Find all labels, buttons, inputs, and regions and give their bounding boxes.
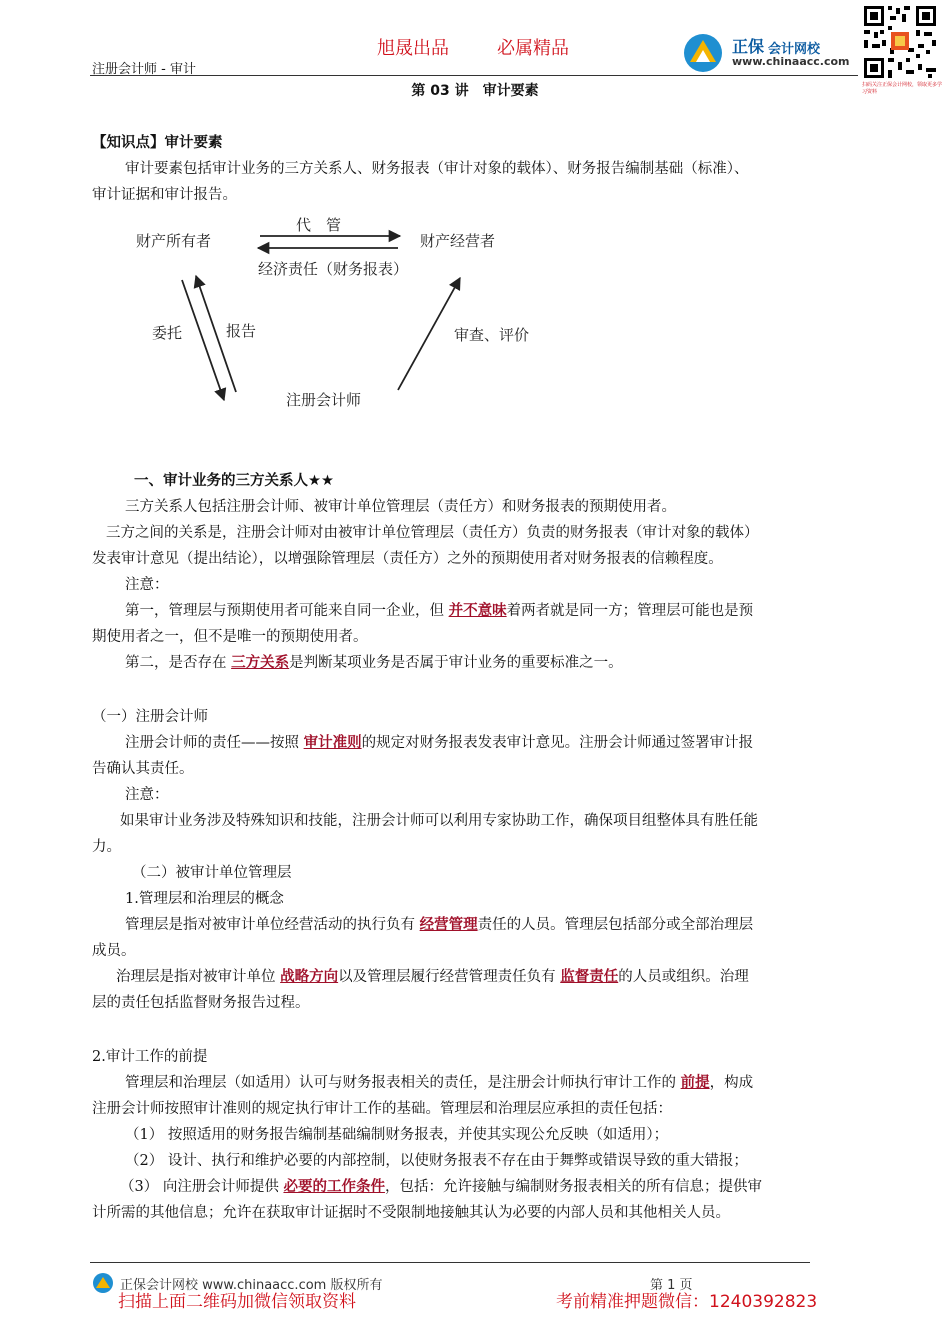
cpa-heading: （一）注册会计师	[92, 709, 208, 725]
keyword-premise: 前提	[680, 1075, 710, 1091]
mgmt-heading: （二）被审计单位管理层	[132, 865, 292, 881]
cpa-p1	[92, 730, 860, 756]
note1-text-tail: 着两者就是同一方；管理层可能也是预	[506, 603, 754, 619]
footer-page-number: 第 1 页	[650, 1278, 693, 1293]
section1-note1-line2: 期使用者之一，但不是唯一的预期使用者。	[92, 629, 368, 645]
mgmt-p2-tail: 的人员或组织。治理	[618, 969, 749, 985]
keyword-oversight-responsibility: 监督责任	[560, 969, 619, 985]
footer-divider	[90, 1262, 810, 1263]
premise-p1-line2: 注册会计师按照审计准则的规定执行审计工作的基础。管理层和治理层应承担的责任包括：	[92, 1101, 672, 1117]
diagram-arrows	[0, 0, 950, 460]
premise-item-1: （1） 按照适用的财务报告编制基础编制财务报表，并使其实现公允反映（如适用）；	[125, 1127, 669, 1143]
course-label: 注册会计师 - 审计	[92, 62, 196, 77]
premise-p1-text: 管理层和治理层（如适用）认可与财务报表相关的责任，是注册会计师执行审计工作的	[125, 1075, 681, 1091]
diagram-manager: 财产经营者	[420, 232, 496, 250]
cpa-p1-tail: 的规定对财务报表发表审计意见。注册会计师通过签署审计报	[361, 735, 754, 751]
diagram-entrust: 委托	[152, 324, 183, 342]
note2-text: 第二，是否存在	[125, 655, 232, 671]
mgmt-p1	[92, 912, 860, 938]
mgmt-p2	[92, 964, 860, 990]
footer-logo-icon	[92, 1272, 114, 1294]
header-slogan-1: 旭晟出品	[377, 38, 449, 59]
mgmt-sub1: 1.管理层和治理层的概念	[125, 891, 284, 907]
cpa-p1-line2: 告确认其责任。	[92, 761, 194, 777]
intro-line-2: 审计证据和审计报告。	[92, 187, 237, 203]
mgmt-p1-text: 管理层是指对被审计单位经营活动的执行负有	[125, 917, 420, 933]
cpa-p1-text: 注册会计师的责任——按照	[125, 735, 304, 751]
keyword-business-management: 经营管理	[419, 917, 478, 933]
premise-heading: 2.审计工作的前提	[92, 1049, 208, 1065]
cpa-p2-line1: 如果审计业务涉及特殊知识和技能，注册会计师可以利用专家协助工作，确保项目组整体具有胜任能	[120, 813, 758, 829]
section1-p2-line1: 三方之间的关系是，注册会计师对由被审计单位管理层（责任方）负责的财务报表（审计对象的载体）	[106, 525, 759, 541]
diagram-review: 审查、评价	[454, 326, 530, 344]
footer-promo-left: 扫描上面二维码加微信领取资料	[118, 1292, 356, 1312]
brand-sub: 会计网校	[768, 42, 821, 57]
diagram-bottom-label: 经济责任（财务报表）	[258, 260, 409, 278]
keyword-auditing-standards: 审计准则	[303, 735, 362, 751]
premise-item-3	[92, 1174, 860, 1200]
qr-note: 扫码关注正保会计网校，领取更多学习资料	[862, 82, 943, 95]
mgmt-p2-text: 治理层是指对被审计单位	[116, 969, 281, 985]
keyword-strategic-direction: 战略方向	[280, 969, 339, 985]
mgmt-p1-tail: 责任的人员。管理层包括部分或全部治理层	[477, 917, 754, 933]
diagram-owner: 财产所有者	[136, 232, 212, 250]
section1-note2	[92, 650, 860, 676]
footer-promo-right: 考前精准押题微信：1240392823	[556, 1292, 818, 1312]
mgmt-p2-line2: 层的责任包括监督财务报告过程。	[92, 995, 310, 1011]
premise-item-3-line2: 计所需的其他信息；允许在获取审计证据时不受限制地接触其认为必要的内部人员和其他相关人员。	[92, 1205, 730, 1221]
section1-p2-line2: 发表审计意见（提出结论），以增强除管理层（责任方）之外的预期使用者对财务报表的信赖程度。	[92, 551, 723, 567]
section1-p1: 三方关系人包括注册会计师、被审计单位管理层（责任方）和财务报表的预期使用者。	[125, 499, 676, 515]
diagram-top-label: 代 管	[296, 216, 342, 234]
brand-name: 正保	[732, 37, 765, 56]
note2-text-tail: 是判断某项业务是否属于审计业务的重要标准之一。	[289, 655, 623, 671]
mgmt-p2-mid: 以及管理层履行经营管理责任负有	[338, 969, 561, 985]
premise-item-3-tail: ，包括：允许接触与编制财务报表相关的所有信息；提供审	[384, 1179, 762, 1195]
section1-note: 注意：	[125, 577, 169, 593]
arrow-review	[398, 278, 460, 390]
premise-p1-tail: ，构成	[709, 1075, 754, 1091]
footer-copyright: 正保会计网校 www.chinaacc.com 版权所有	[120, 1278, 383, 1293]
note1-text: 第一，管理层与预期使用者可能来自同一企业，但	[125, 603, 449, 619]
premise-p1	[92, 1070, 860, 1096]
mgmt-p1-line2: 成员。	[92, 943, 136, 959]
brand-url[interactable]: www.chinaacc.com	[732, 55, 850, 68]
cpa-p2-line2: 力。	[92, 839, 121, 855]
premise-item-3-text: （3） 向注册会计师提供	[120, 1179, 284, 1195]
knowledge-heading: 【知识点】审计要素	[92, 135, 223, 151]
keyword-three-party: 三方关系	[231, 655, 290, 671]
lecture-title: 第 03 讲 审计要素	[411, 83, 539, 99]
premise-item-2: （2） 设计、执行和维护必要的内部控制，以使财务报表不存在由于舞弊或错误导致的重大错报；	[125, 1153, 748, 1169]
keyword-not-mean: 并不意味	[448, 603, 507, 619]
intro-line-1: 审计要素包括审计业务的三方关系人、财务报表（审计对象的载体）、财务报告编制基础（标准）、	[125, 161, 749, 177]
section1-heading: 一、审计业务的三方关系人★★	[134, 473, 334, 489]
cpa-note: 注意：	[125, 787, 169, 803]
section1-note1	[92, 598, 860, 624]
diagram-cpa: 注册会计师	[286, 391, 362, 409]
diagram-report: 报告	[226, 322, 257, 340]
keyword-working-conditions: 必要的工作条件	[283, 1179, 385, 1195]
header-slogan-2: 必属精品	[497, 38, 569, 59]
